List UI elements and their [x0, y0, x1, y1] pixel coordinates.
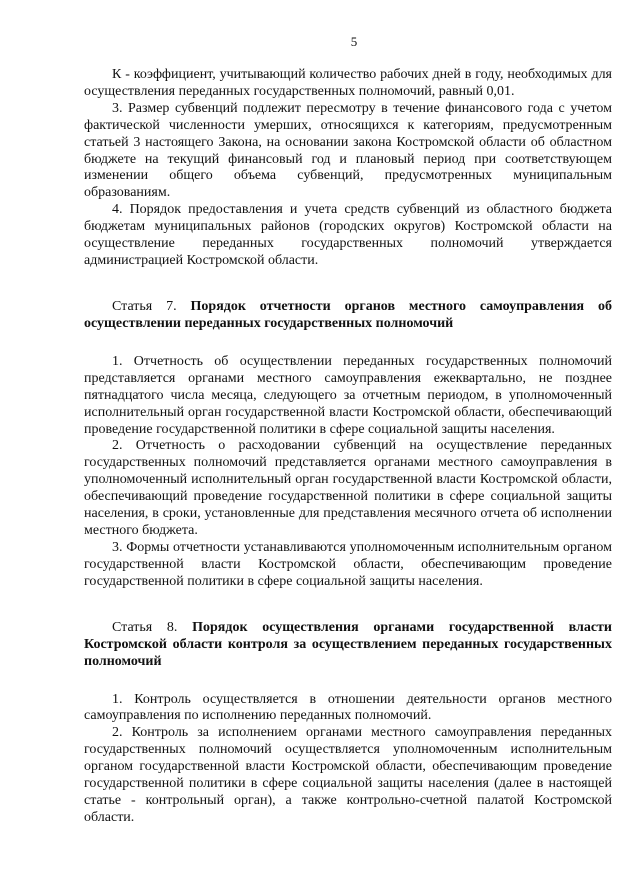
article-7-body	[84, 354, 612, 591]
article-7-paragraph-3: 3. Формы отчетности устанавливаются уполномоченным исполнительным органом государственной власти Костромской области, обеспечивающим проведение государственной политики в сфере социальной защиты населения.	[84, 539, 612, 589]
page-number: 5	[350, 34, 358, 49]
article-7-paragraph-2: 2. Отчетность о расходовании субвенций на осуществление переданных государственных полномочий представляется органами местного самоуправления в уполномоченный исполнительный орган государственной власти Костромской области, обеспечивающий проведение государственной политики в сфере социальной защиты населения, в сроки, установленные для представления месячного отчета об исполнении местного бюджета.	[84, 438, 612, 538]
article-7-label: Статья 7.	[112, 298, 191, 314]
paragraph-4-subvention-procedure: 4. Порядок предоставления и учета средств субвенций из областного бюджета бюджетам муниципальных районов (городских округов) Костромской области на осуществление переданных государственных полномочий утверждается администрацией Костромской области.	[84, 202, 612, 268]
article-8-label: Статья 8.	[112, 619, 193, 635]
article-8-title: Порядок осуществления органами государственной власти Костромской области контроля за осуществлением переданных государственных полномочий	[84, 619, 612, 669]
article-7-title: Порядок отчетности органов местного самоуправления об осуществлении переданных государственных полномочий	[84, 298, 612, 331]
intro-section	[84, 67, 612, 270]
article-8-body	[84, 692, 612, 827]
article-7-heading	[84, 298, 612, 332]
document-page	[84, 34, 612, 827]
article-7-paragraph-1: 1. Отчетность об осуществлении переданных государственных полномочий представляется органами местного самоуправления ежеквартально, не позднее пятнадцатого числа месяца, следующего за отчетным периодом, в уполномоченный исполнительный орган государственной власти Костромской области, обеспечивающий проведение государственной политики в сфере социальной защиты населения.	[84, 353, 612, 437]
paragraph-3-subvention-review: 3. Размер субвенций подлежит пересмотру в течение финансового года с учетом фактической численности умерших, относящихся к категориям, предусмотренным статьей 3 настоящего Закона, на основании закона Костромской области об областном бюджете на текущий финансовый год и плановый период при соответствующем изменении общего объема субвенций, предусмотренных муниципальным образованиям.	[84, 100, 612, 201]
paragraph-coefficient: К - коэффициент, учитывающий количество рабочих дней в году, необходимых для осуществления переданных государственных полномочий, равный 0,01.	[84, 67, 612, 99]
article-8-heading	[84, 619, 612, 670]
article-8-paragraph-1: 1. Контроль осуществляется в отношении деятельности органов местного самоуправления по исполнению переданных полномочий.	[84, 691, 612, 724]
article-8-paragraph-2: 2. Контроль за исполнением органами местного самоуправления переданных государственных полномочий осуществляется уполномоченным исполнительным органом государственной власти Костромской области, обеспечивающим проведение государственной политики в сфере социальной защиты населения (далее в настоящей статье - контрольный орган), а также контрольно-счетной палатой Костромской области.	[84, 725, 612, 825]
